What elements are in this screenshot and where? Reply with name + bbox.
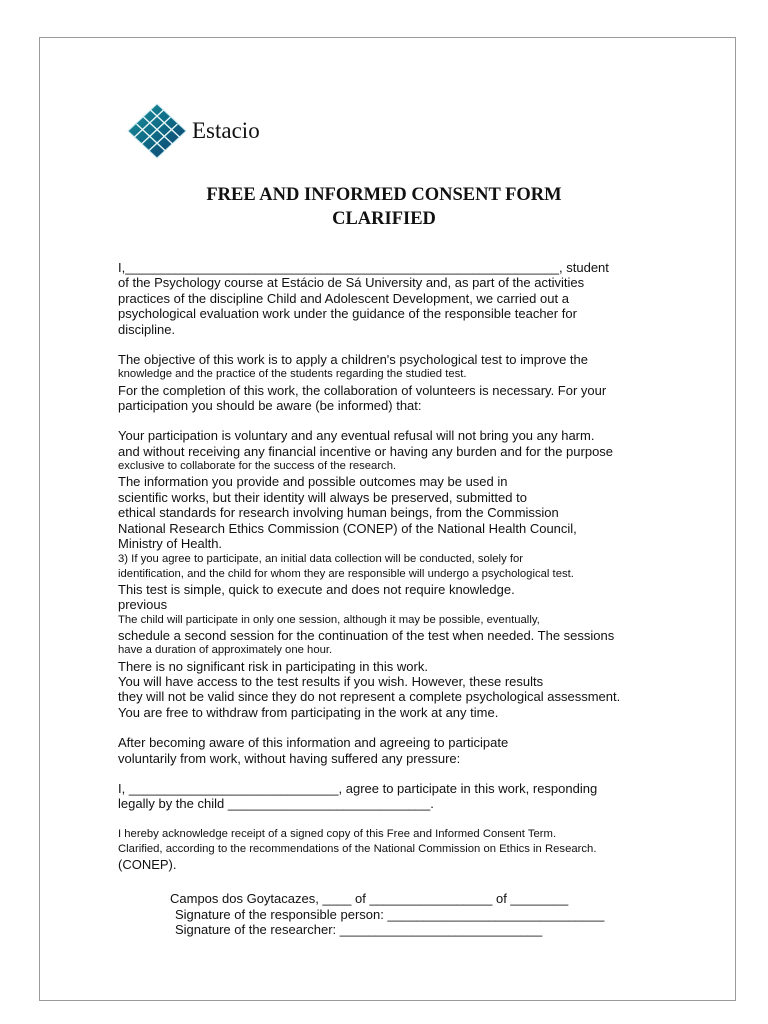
body-text-line: practices of the discipline Child and Adolescent Development, we carried out a — [118, 290, 569, 306]
body-text-line: scientific works, but their identity will always be preserved, submitted to — [118, 489, 527, 505]
body-text-line: of the Psychology course at Estácio de Sá University and, as part of the activities — [118, 275, 585, 291]
body-text-line: exclusive to collaborate for the success of the research. — [118, 460, 397, 473]
body-text-line: The information you provide and possible outcomes may be used in — [118, 474, 508, 490]
body-text-line: previous — [118, 597, 168, 613]
body-text-line: The child will participate in only one session, although it may be possible, eventually, — [118, 613, 540, 626]
signature-block — [170, 891, 604, 938]
paragraph-gap — [118, 720, 658, 735]
body-text-line: knowledge and the practice of the students regarding the studied test. — [118, 368, 467, 381]
body-text-line: You will have access to the test results if you wish. However, these results — [118, 673, 544, 689]
body-text-line: You are free to withdraw from participating in the work at any time. — [118, 704, 499, 720]
body-text-line: Clarified, according to the recommendations of the National Commission on Ethics in Research. — [118, 842, 597, 855]
title-line-2: CLARIFIED — [332, 209, 436, 229]
body-text-line: I,____________________________________________________________, student — [118, 260, 609, 275]
estacio-logo — [126, 102, 356, 160]
body-text-line: identification, and the child for whom they are responsible will undergo a psychological test. — [118, 567, 574, 580]
paragraph-gap — [118, 812, 658, 827]
body-text-line: 3) If you agree to participate, an initial data collection will be conducted, solely for — [118, 552, 524, 565]
logo-text: Estacio — [192, 118, 260, 143]
paragraph-gap — [118, 413, 658, 428]
body-text-line: The objective of this work is to apply a children's psychological test to improve the — [118, 352, 588, 368]
body-text-line: have a duration of approximately one hour. — [118, 644, 333, 657]
body-text-line: they will not be valid since they do not represent a complete psychological assessment. — [118, 689, 621, 705]
body-text-line: discipline. — [118, 321, 176, 337]
body-text-line: I hereby acknowledge receipt of a signed copy of this Free and Informed Consent Term. — [118, 827, 557, 840]
place-date-line: Campos dos Goytacazes, ____ of _________________ of ________ — [170, 891, 569, 906]
estacio-logo-icon — [126, 102, 188, 160]
body-text-line: National Research Ethics Commission (CONEP) of the National Health Council, — [118, 520, 577, 536]
paragraph-gap — [118, 337, 658, 352]
body-text-line: For the completion of this work, the collaboration of volunteers is necessary. For your — [118, 382, 607, 398]
body-text-line: After becoming aware of this information and agreeing to participate — [118, 735, 509, 751]
body-text-line: participation you should be aware (be informed) that: — [118, 398, 422, 414]
body-text-line: There is no significant risk in participating in this work. — [118, 658, 428, 674]
body-text-line: Your participation is voluntary and any eventual refusal will not bring you any harm. — [118, 428, 595, 444]
consent-body — [118, 260, 658, 873]
title-line-1: FREE AND INFORMED CONSENT FORM — [206, 185, 562, 205]
responsible-signature-line: Signature of the responsible person: ______________________________ — [175, 906, 605, 922]
paragraph-gap — [118, 766, 658, 781]
body-text-line: This test is simple, quick to execute and does not require knowledge. — [118, 581, 515, 597]
body-text-line: Ministry of Health. — [118, 536, 223, 552]
body-text-line: I, _____________________________, agree to participate in this work, responding — [118, 780, 598, 796]
body-text-line: psychological evaluation work under the guidance of the responsible teacher for — [118, 306, 577, 322]
body-text-line: (CONEP). — [118, 857, 177, 873]
body-text-line: voluntarily from work, without having suffered any pressure: — [118, 750, 461, 766]
body-text-line: ethical standards for research involving human beings, from the Commission — [118, 505, 559, 521]
body-text-line: legally by the child ____________________________. — [118, 796, 434, 812]
body-text-line: and without receiving any financial incentive or having any burden and for the purpose — [118, 443, 614, 459]
document-title — [0, 183, 768, 231]
body-text-line: schedule a second session for the continuation of the test when needed. The sessions — [118, 627, 615, 643]
researcher-signature-line: Signature of the researcher: ____________________________ — [175, 922, 543, 937]
